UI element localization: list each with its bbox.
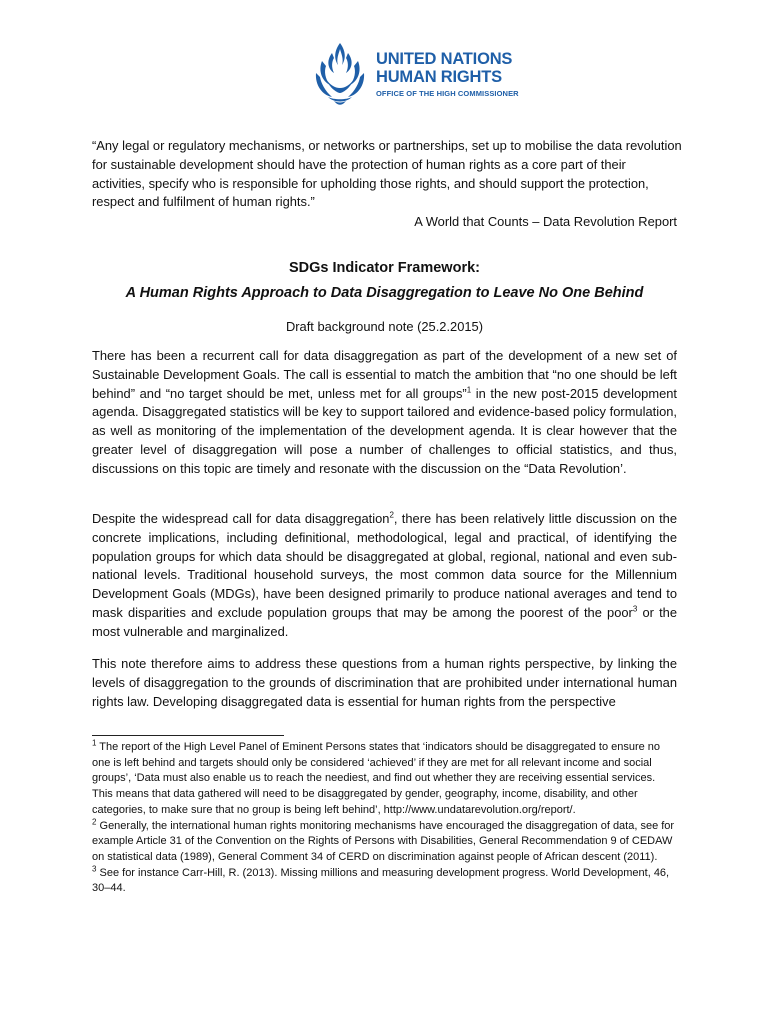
footnote-3	[92, 863, 677, 897]
paragraph-2-text-a: Despite the widespread call for data disaggregation	[92, 511, 390, 526]
paragraph-3: This note therefore aims to address these questions from a human rights perspective, by linking the levels of disaggregation to the grounds of discrimination that are prohibited under international human rights law. Developing disaggregated data is essential for human rights from the perspective	[92, 656, 677, 709]
footnote-1	[92, 740, 677, 819]
footnote-number: 2	[92, 816, 97, 826]
footnote-number: 1	[92, 738, 97, 748]
logo-line-3: OFFICE OF THE HIGH COMMISSIONER	[376, 88, 519, 98]
footnote-text: Generally, the international human rights monitoring mechanisms have encouraged the disaggregation of data, see for example Article 31 of the Convention on the Rights of Persons with Disabilities, General Recommendation 9 of CEDAW on statistical data (1989), General Comment 34 of CERD on discrimination against people of African descent (2011).	[92, 819, 675, 863]
un-human-rights-logo	[312, 36, 519, 112]
logo-line-1: UNITED NATIONS	[376, 49, 513, 68]
footnote-ref-1: 1	[466, 385, 472, 395]
paragraph-2-text-b: , there has been relatively little discussion on the concrete implications, including definitional, methodological, legal and practical, of identifying the population groups for which data should be disaggregated at global, regional, national and even sub-national levels. Traditional household surveys, the most common data source for the Millennium Development Goals (MDGs), have been designed primarily to produce national averages and tend to mask disparities and exclude population groups that may be among the poorest of the poor	[92, 511, 677, 620]
footnote-number: 3	[92, 863, 97, 873]
footnote-divider	[92, 735, 284, 736]
un-emblem-icon	[312, 39, 368, 109]
paragraph-1-text-b: in the new post-2015 development agenda. Disaggregated statistics will be key to support tailored and evidence-based policy formulation, as well as monitoring of the implementation of the development agenda. It is clear however that the greater level of disaggregation will pose a number of challenges to official statistics, and thus, discussions on this topic are timely and resonate with the discussion on the “Data Revolution’.	[92, 385, 677, 476]
quote-source: A World that Counts – Data Revolution Report	[414, 214, 677, 229]
footnote-ref-2: 2	[389, 510, 394, 520]
paragraph-2-text-c: or the most vulnerable and marginalized.	[92, 604, 678, 639]
footnote-text: See for instance Carr-Hill, R. (2013). Missing millions and measuring development progress. World Development, 46, 30–44.	[92, 866, 670, 895]
epigraph-quote: “Any legal or regulatory mechanisms, or networks or partnerships, set up to mobilise the data revolution for sustainable development should have the protection of human rights as a core part of their activities, specify who is responsible for upholding those rights, and should support the protection, respect and fulfilment of human rights.”	[92, 138, 682, 210]
footnote-text: The report of the High Level Panel of Eminent Persons states that ‘indicators should be disaggregated to ensure no one is left behind and targets should only be considered ‘achieved’ if they are met for all relevant income and social groups’, ‘Data must also enable us to reach the neediest, and find out whether they are receiving essential services. This means that data gathered will need to be disaggregated by gender, geography, income, disability, and other categories, to make sure that no group is being left behind’, http://www.undatarevolution.org/report/.	[92, 741, 661, 816]
document-subtitle: A Human Rights Approach to Data Disaggregation to Leave No One Behind	[125, 285, 644, 301]
paragraph-1-text-a: There has been a recurrent call for data disaggregation as part of the development of a new set of Sustainable Development Goals. The call is essential to match the ambition that “no one should be left behind” and “no target should be met, unless met for all groups”	[92, 348, 677, 401]
paragraph-1	[92, 347, 677, 479]
document-title: SDGs Indicator Framework:	[289, 260, 480, 276]
paragraph-2	[92, 510, 677, 642]
footnote-ref-3: 3	[632, 604, 638, 614]
footnote-2	[92, 816, 677, 866]
draft-note: Draft background note (25.2.2015)	[285, 319, 484, 334]
footnotes	[92, 740, 677, 897]
logo-line-2: HUMAN RIGHTS	[376, 68, 502, 87]
